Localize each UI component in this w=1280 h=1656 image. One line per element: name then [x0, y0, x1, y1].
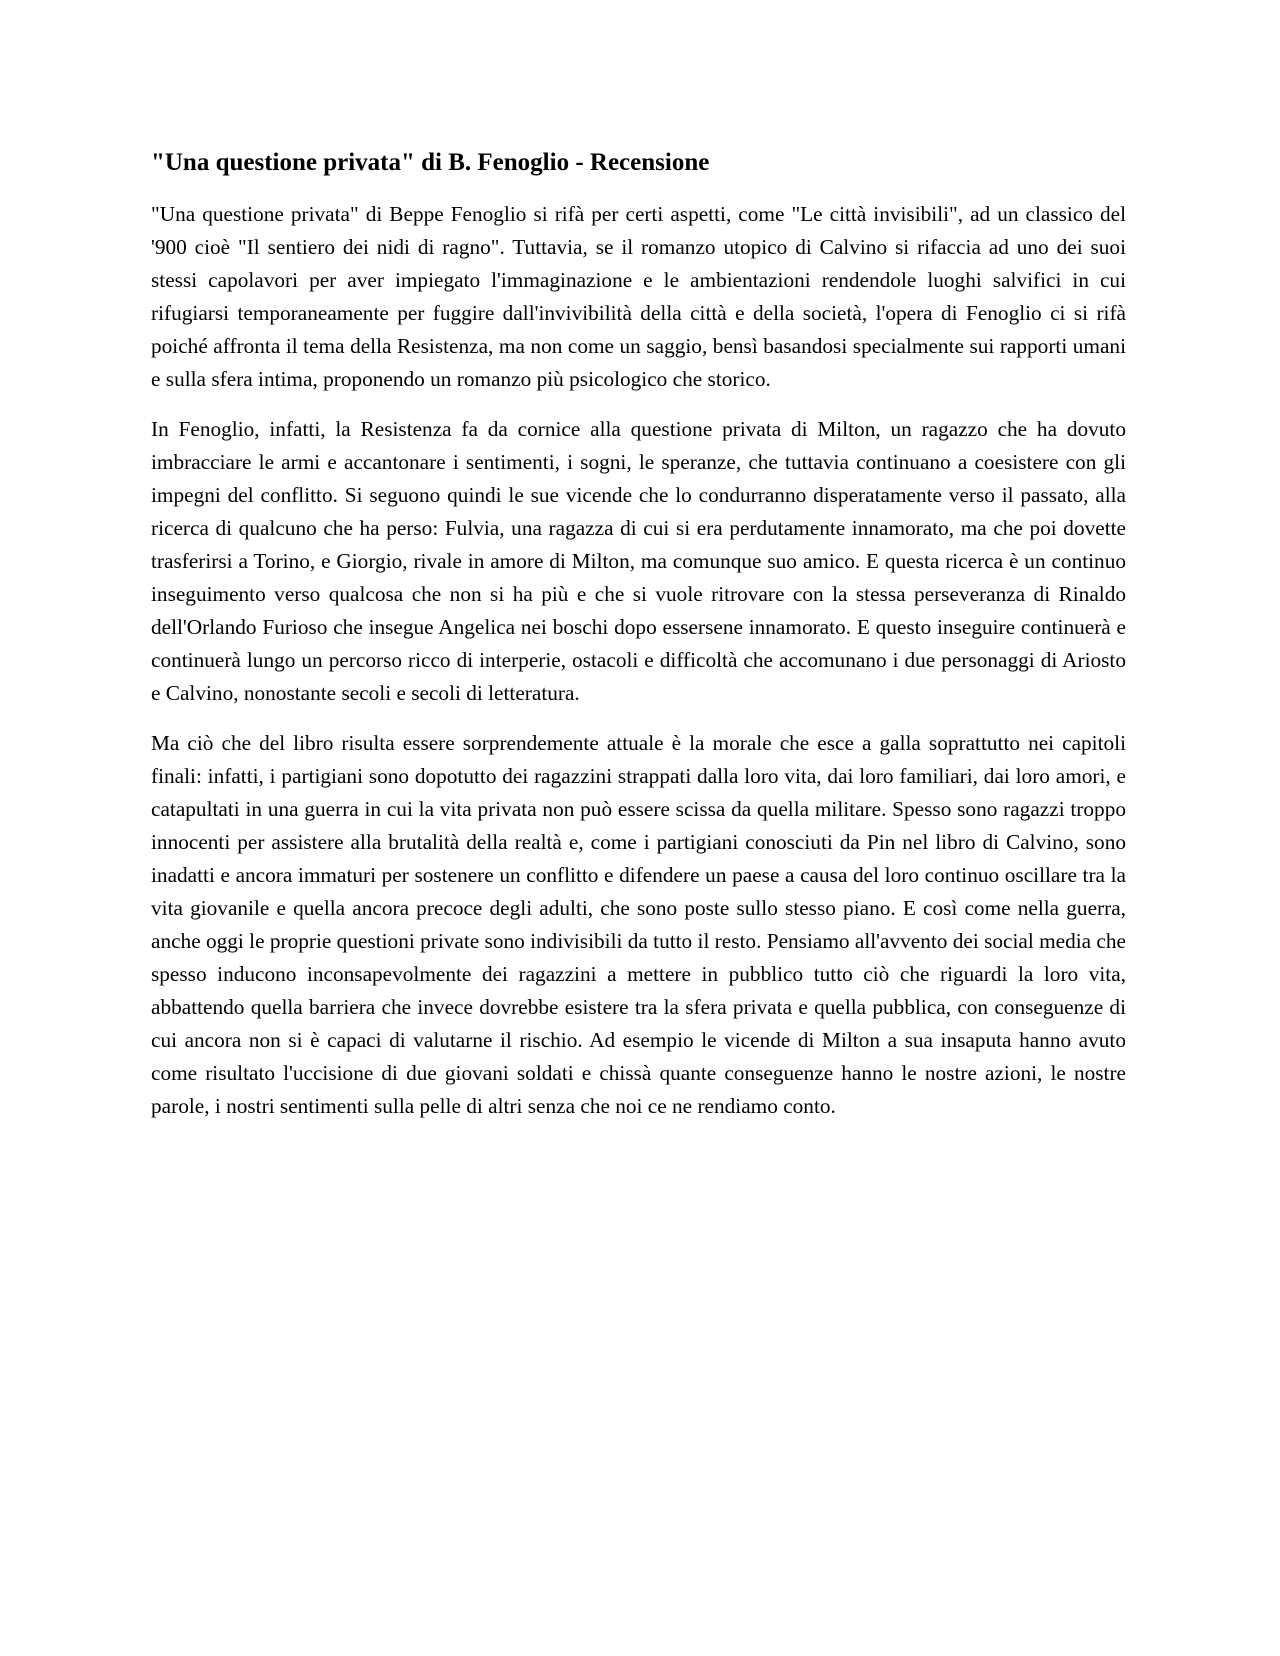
paragraph-1: "Una questione privata" di Beppe Fenoglio si rifà per certi aspetti, come "Le città invisibili", ad un classico del '900 cioè "Il sentiero dei nidi di ragno". Tuttavia, se il romanzo utopico di Calvino si rifaccia ad uno dei suoi stessi capolavori per aver impiegato l'immaginazione e le ambientazioni rendendole luoghi salvifici in cui rifugiarsi temporaneamente per fuggire dall'invivibilità della città e della società, l'opera di Fenoglio ci si rifà poiché affronta il tema della Resistenza, ma non come un saggio, bensì basandosi specialmente sui rapporti umani e sulla sfera intima, proponendo un romanzo più psicologico che storico. — [151, 202, 1126, 391]
paragraph-2: In Fenoglio, infatti, la Resistenza fa da cornice alla questione privata di Milton, un ragazzo che ha dovuto imbracciare le armi e accantonare i sentimenti, i sogni, le speranze, che tuttavia continuano a coesistere con gli impegni del conflitto. Si seguono quindi le sue vicende che lo condurranno disperatamente verso il passato, alla ricerca di qualcuno che ha perso: Fulvia, una ragazza di cui si era perdutamente innamorato, ma che poi dovette trasferirsi a Torino, e Giorgio, rivale in amore di Milton, ma comunque suo amico. E questa ricerca è un continuo inseguimento verso qualcosa che non si ha più e che si vuole ritrovare con la stessa perseveranza di Rinaldo dell'Orlando Furioso che insegue Angelica nei boschi dopo essersene innamorato. E questo inseguire continuerà e continuerà lungo un percorso ricco di interperie, ostacoli e difficoltà che accomunano i due personaggi di Ariosto e Calvino, nonostante secoli e secoli di letteratura. — [151, 417, 1126, 705]
document-page — [151, 148, 1126, 1140]
paragraph-3: Ma ciò che del libro risulta essere sorprendemente attuale è la morale che esce a galla soprattutto nei capitoli finali: infatti, i partigiani sono dopotutto dei ragazzini strappati dalla loro vita, dai loro familiari, dai loro amori, e catapultati in una guerra in cui la vita privata non può essere scissa da quella militare. Spesso sono ragazzi troppo innocenti per assistere alla brutalità della realtà e, come i partigiani conosciuti da Pin nel libro di Calvino, sono inadatti e ancora immaturi per sostenere un conflitto e difendere un paese a causa del loro continuo oscillare tra la vita giovanile e quella ancora precoce degli adulti, che sono poste sullo stesso piano. E così come nella guerra, anche oggi le proprie questioni private sono indivisibili da tutto il resto. Pensiamo all'avvento dei social media che spesso inducono inconsapevolmente dei ragazzini a mettere in pubblico tutto ciò che riguardi la loro vita, abbattendo quella barriera che invece dovrebbe esistere tra la sfera privata e quella pubblica, con conseguenze di cui ancora non si è capaci di valutarne il rischio. Ad esempio le vicende di Milton a sua insaputa hanno avuto come risultato l'uccisione di due giovani soldati e chissà quante conseguenze hanno le nostre azioni, le nostre parole, i nostri sentimenti sulla pelle di altri senza che noi ce ne rendiamo conto. — [151, 731, 1126, 1118]
document-title: "Una questione privata" di B. Fenoglio - Recensione — [151, 149, 710, 176]
